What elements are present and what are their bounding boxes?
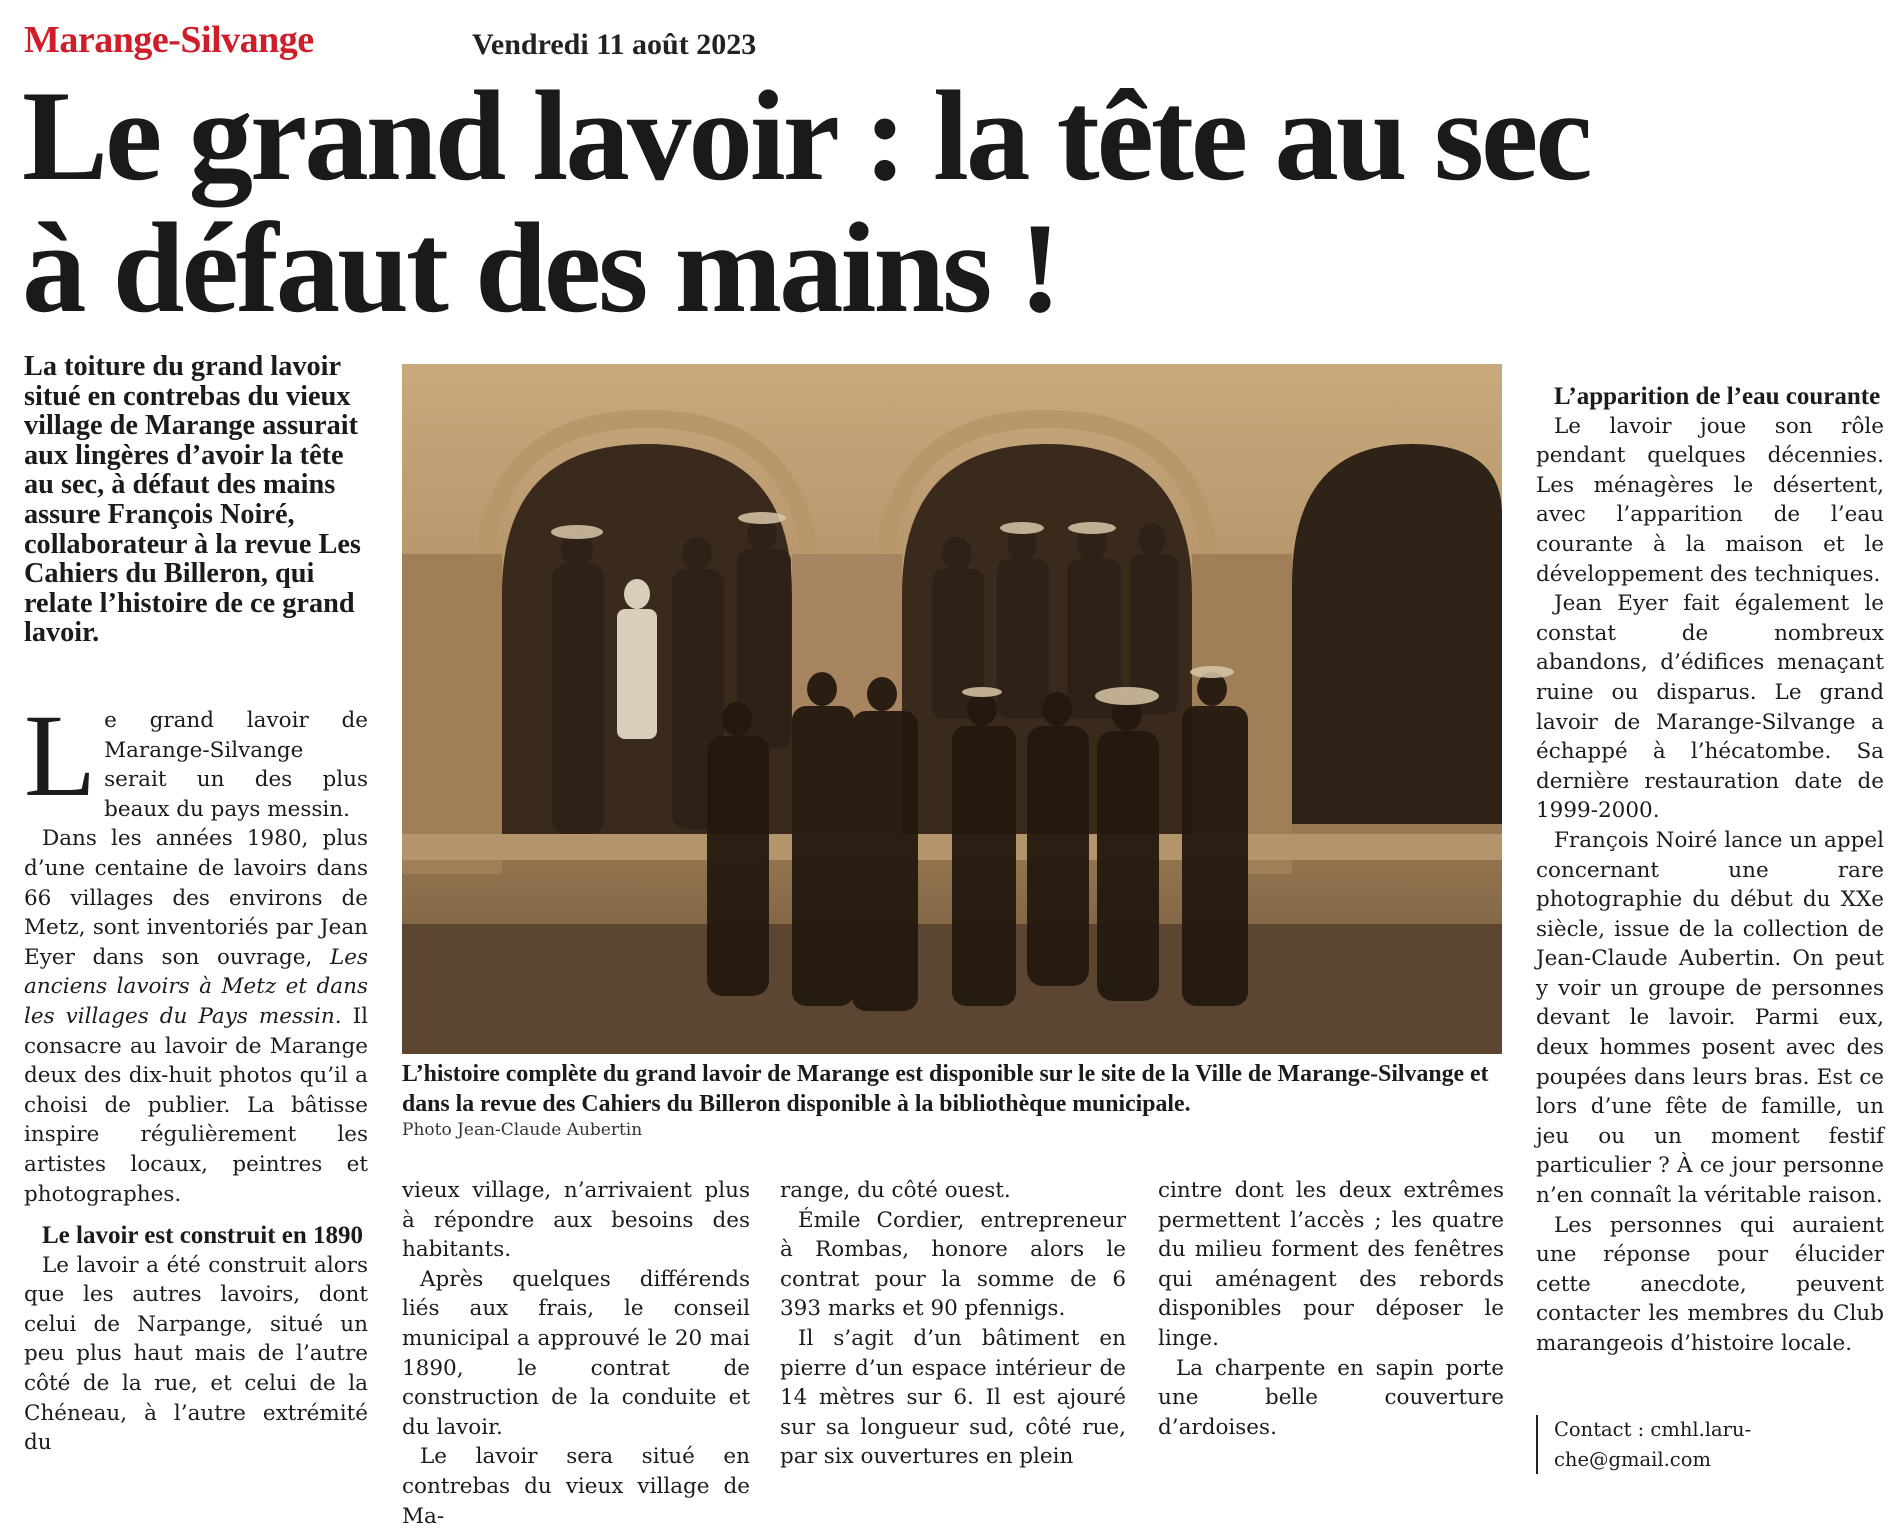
intro-text: e grand lavoir de Marange-Silvange serait un des plus beaux du pays messin. xyxy=(104,708,368,822)
drop-cap: L xyxy=(24,690,97,821)
paragraph: cintre dont les deux extrêmes permettent l’accès ; les quatre du milieu forment des fenêtres qui aménagent des rebords disponibles pour déposer le linge. xyxy=(1158,1178,1504,1351)
paragraph: François Noiré lance un appel concernant une rare photographie du début du XXe siècle, issue de la collection de Jean-Claude Aubertin. On peut y voir un groupe de personnes devant le lavoir. Parmi eux, deux hommes posent avec des poupées dans leurs bras. Est ce lors d’une fête de famille, un jeu ou un moment festif particulier ? À ce jour personne n’en connaît la véritable raison. xyxy=(1536,827,1884,1209)
intro-paragraph xyxy=(24,690,368,824)
subhead: L’apparition de l’eau courante xyxy=(1554,383,1881,410)
paragraph-text: Dans les années 1980, plus d’une centaine de lavoirs dans 66 villages des environs de Metz, sont inventoriés par Jean Eyer dans son ouvrage, xyxy=(24,826,368,970)
book-title: Les anciens lavoirs à Metz et dans les villages du Pays messin xyxy=(24,944,368,1029)
paragraph: Après quelques différends liés aux frais, le conseil municipal a approuvé le 20 mai 1890, le contrat de construction de la conduite et du lavoir. xyxy=(402,1266,750,1440)
paragraph: Le lavoir joue son rôle pendant quelques décennies. Les ménagères le désertent, avec l’apparition de l’eau courante à la maison et le développement des techniques. xyxy=(1536,413,1884,587)
lede-paragraph: La toiture du grand lavoir situé en contrebas du vieux village de Marange assurait aux lingères d’avoir la tête au sec, à défaut des mains assure François Noiré, collaborateur à la revue Les Cahiers du Billeron, qui relate l’histoire de ce grand lavoir. xyxy=(24,351,361,649)
paragraph-text: . Il consacre au lavoir de Marange deux des dix-huit photos qu’il a choisi de publier. La bâtisse inspire régulièrement les artistes locaux, peintres et photographes. xyxy=(24,1003,368,1207)
article-column-2 xyxy=(402,1176,750,1531)
contact-info xyxy=(1536,1415,1900,1474)
paragraph: La charpente en sapin porte une belle couverture d’ardoises. xyxy=(1158,1355,1504,1440)
historic-photo xyxy=(402,364,1502,1054)
publication-date: Vendredi 11 août 2023 xyxy=(472,28,757,61)
photo-credit: Photo Jean-Claude Aubertin xyxy=(402,1120,643,1140)
contact-email[interactable]: che@gmail.com xyxy=(1554,1447,1711,1471)
article-column-1 xyxy=(24,690,368,1458)
headline-line-1: Le grand lavoir : la tête au sec xyxy=(22,64,1590,207)
paragraph: vieux village, n’arrivaient plus à répondre aux besoins des habitants. xyxy=(402,1178,750,1263)
photo-caption: L’histoire complète du grand lavoir de Marange est disponible sur le site de la Ville de Marange-Silvange et dans la revue des Cahiers du Billeron disponible à la bibliothèque municipale. xyxy=(402,1061,1489,1117)
article-column-4 xyxy=(1158,1176,1504,1442)
paragraph: Émile Cordier, entrepreneur à Rombas, honore alors le contrat pour la somme de 6 393 marks et 90 pfennigs. xyxy=(780,1207,1126,1322)
paragraph: Les personnes qui auraient une réponse pour élucider cette anecdote, peuvent contacter les membres du Club marangeois d’histoire locale. xyxy=(1536,1212,1884,1356)
contact-line: Contact : cmhl.laru- xyxy=(1554,1418,1752,1441)
section-name: Marange-Silvange xyxy=(24,19,314,61)
article-column-3 xyxy=(780,1176,1126,1472)
paragraph: Le lavoir a été construit alors que les autres lavoirs, dont celui de Narpange, situé un peu plus haut mais de l’autre côté de la rue, et celui de la Chéneau, à l’autre extrémité du xyxy=(24,1252,368,1456)
article-column-5 xyxy=(1536,382,1884,1359)
paragraph: range, du côté ouest. xyxy=(780,1178,1011,1203)
photo-image xyxy=(402,364,1502,1054)
headline-line-2: à défaut des mains ! xyxy=(22,196,1059,339)
paragraph: Le lavoir sera situé en contrebas du vieux village de Ma- xyxy=(402,1444,750,1529)
paragraph: Il s’agit d’un bâtiment en pierre d’un espace intérieur de 14 mètres sur 6. Il est ajouré sur sa longueur sud, côté rue, par six ouvertures en plein xyxy=(780,1325,1126,1470)
subhead: Le lavoir est construit en 1890 xyxy=(42,1222,364,1250)
headline xyxy=(22,64,1882,339)
paragraph xyxy=(24,824,368,1209)
paragraph: Jean Eyer fait également le constat de nombreux abandons, d’édifices menaçant ruine ou disparus. Le grand lavoir de Marange-Silvange a échappé à l’hécatombe. Sa dernière restauration date de 1999-2000. xyxy=(1536,591,1884,824)
